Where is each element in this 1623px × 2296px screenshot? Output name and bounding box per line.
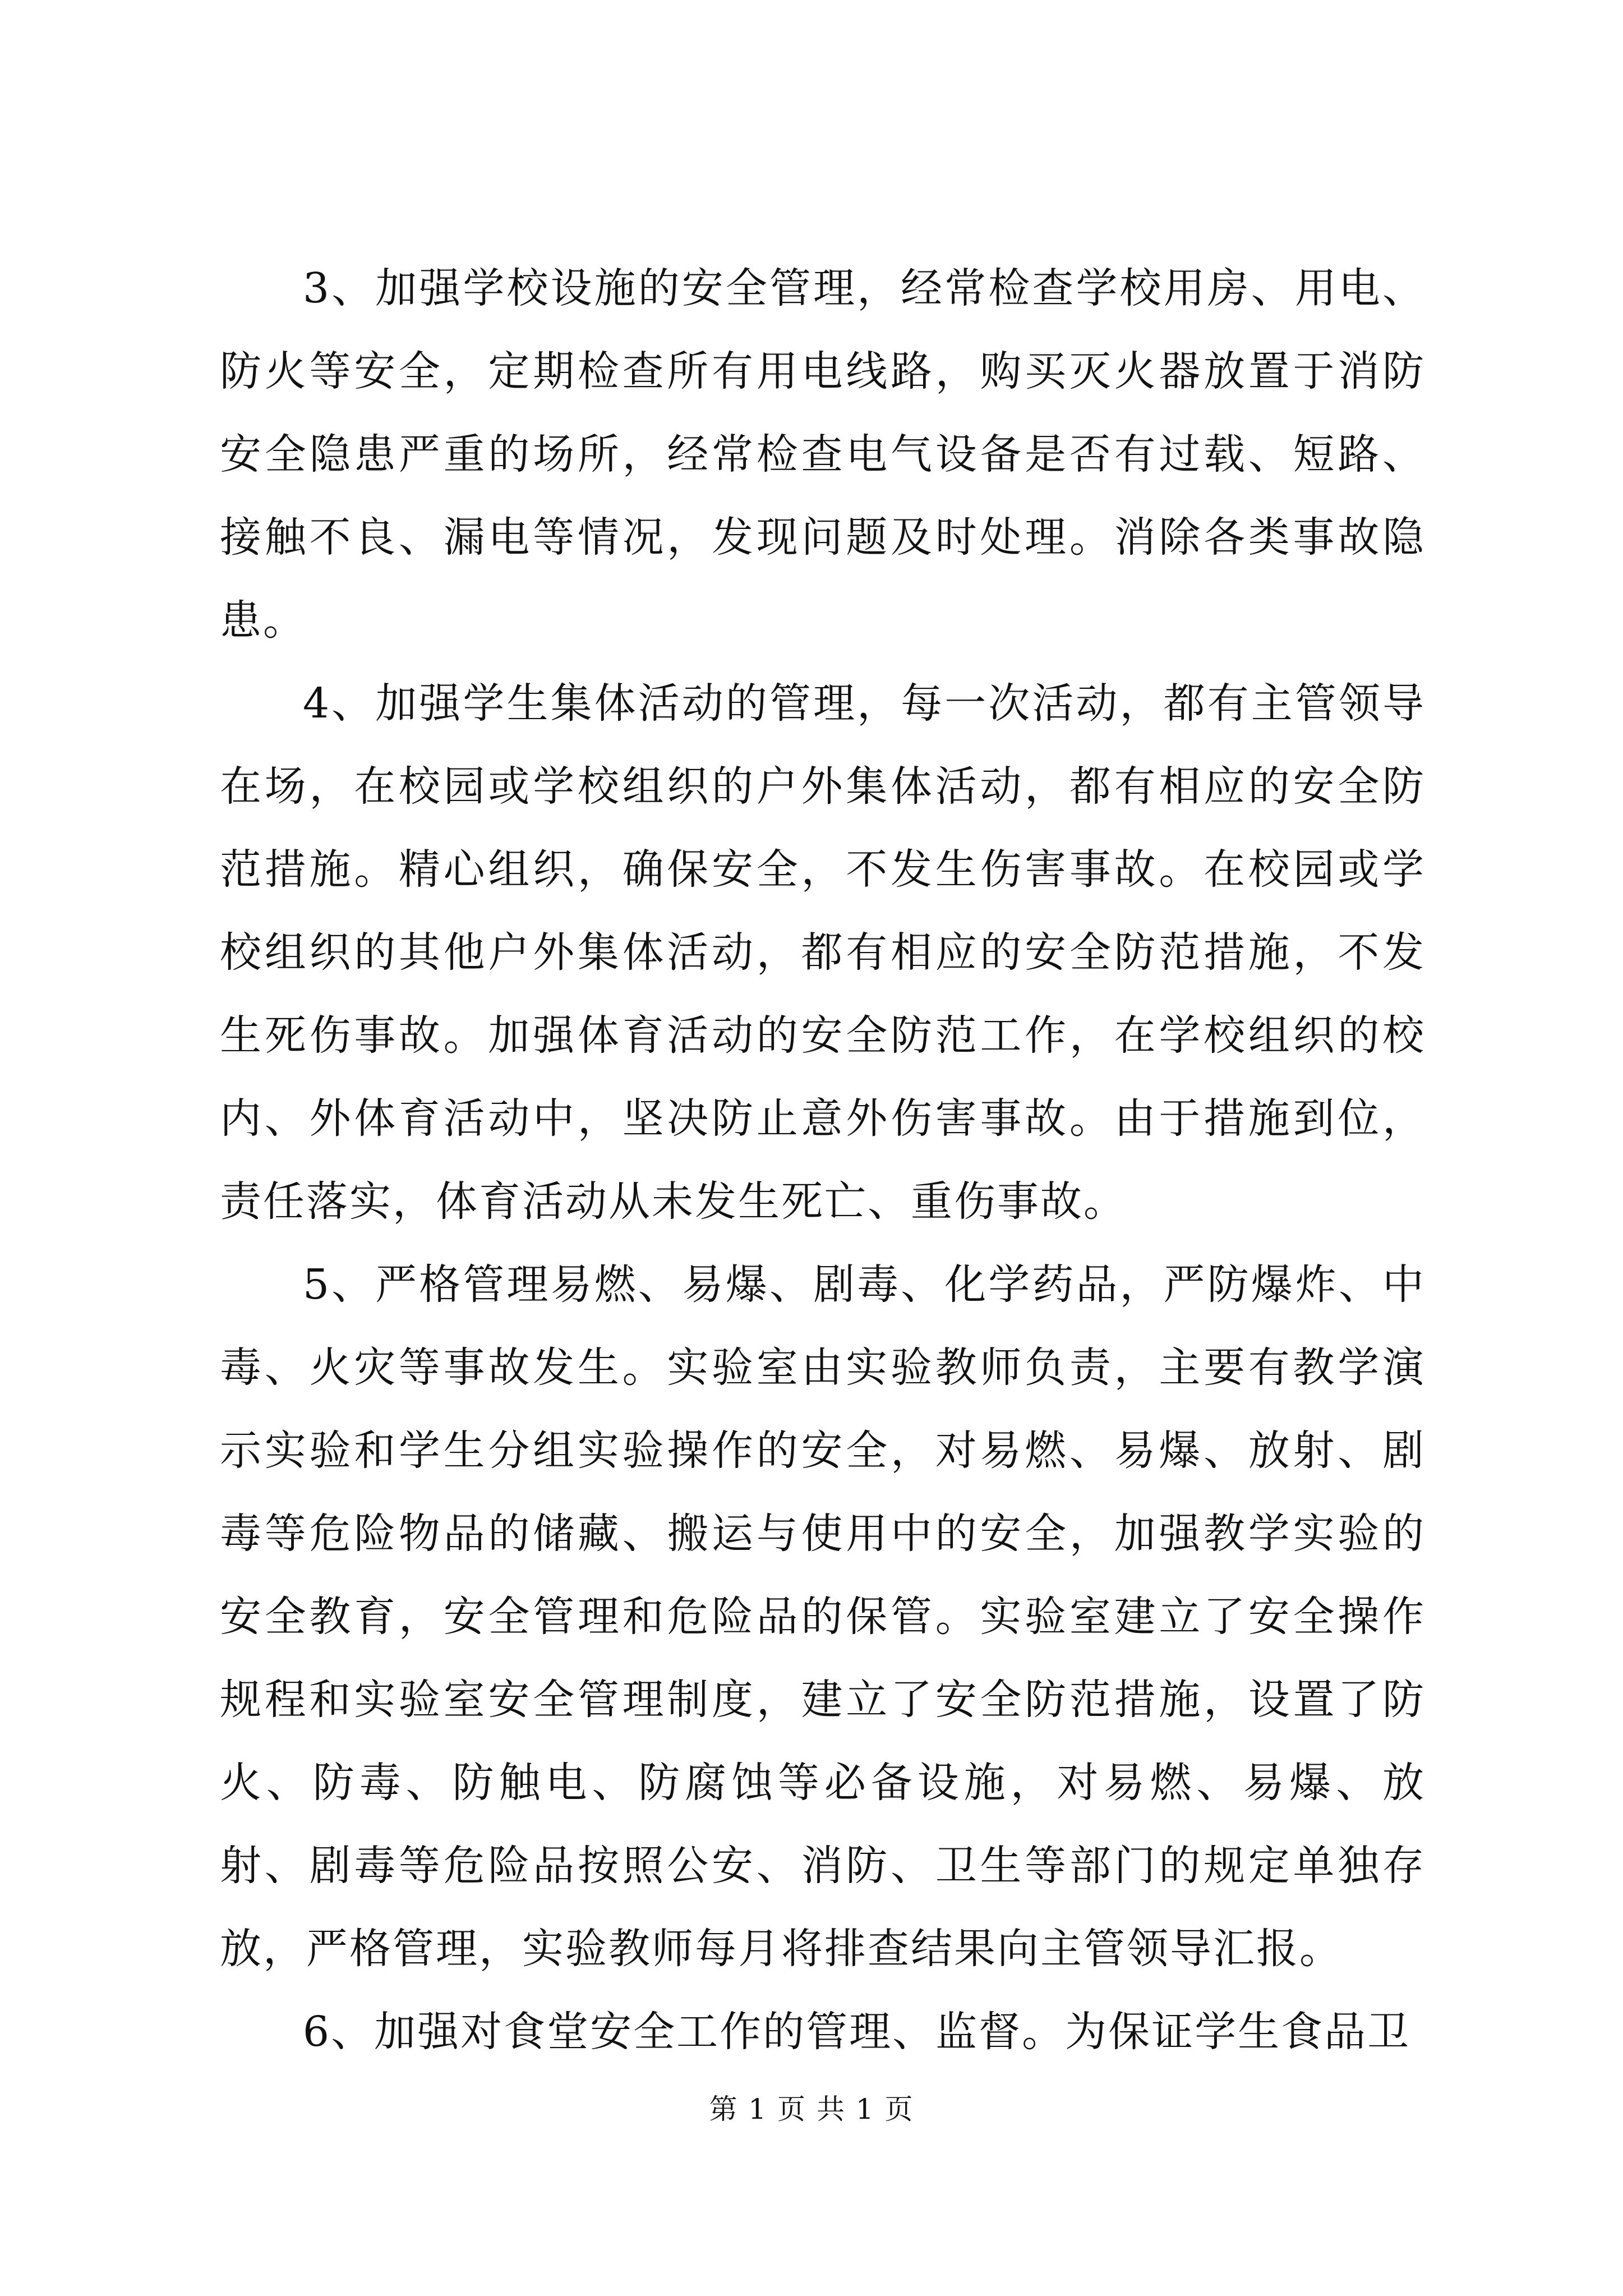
paragraph-4: 4、加强学生集体活动的管理，每一次活动，都有主管领导在场，在校园或学校组织的户外集体活动，都有相应的安全防范措施。精心组织，确保安全，不发生伤害事故。在校园或学校组织的其他户外集体活动，都有相应的安全防范措施，不发生死伤事故。加强体育活动的安全防范工作，在学校组织的校内、外体育活动中，坚决防止意外伤害事故。由于措施到位，责任落实，体育活动从未发生死亡、重伤事故。 [220,679,1426,1226]
paragraph-6: 6、加强对食堂安全工作的管理、监督。为保证学生食品卫 [303,2008,1411,2056]
paragraph-5: 5、严格管理易燃、易爆、剧毒、化学药品，严防爆炸、中毒、火灾等事故发生。实验室由实验教师负责，主要有教学演示实验和学生分组实验操作的安全，对易燃、易爆、放射、剧毒等危险物品的储藏、搬运与使用中的安全，加强教学实验的安全教育，安全管理和危险品的保管。实验室建立了安全操作规程和实验室安全管理制度，建立了安全防范措施，设置了防火、防毒、防触电、防腐蚀等必备设施，对易燃、易爆、放射、剧毒等危险品按照公安、消防、卫生等部门的规定单独存放，严格管理，实验教师每月将排查结果向主管领导汇报。 [220,1260,1426,1973]
document-body [220,247,1426,2073]
paragraph-3: 3、加强学校设施的安全管理，经常检查学校用房、用电、防火等安全，定期检查所有用电线路，购买灭火器放置于消防安全隐患严重的场所，经常检查电气设备是否有过载、短路、接触不良、漏电等情况，发现问题及时处理。消除各类事故隐患。 [220,264,1426,645]
page-number-label: 第 1 页 共 1 页 [709,2093,914,2125]
page-footer [0,2087,1623,2132]
